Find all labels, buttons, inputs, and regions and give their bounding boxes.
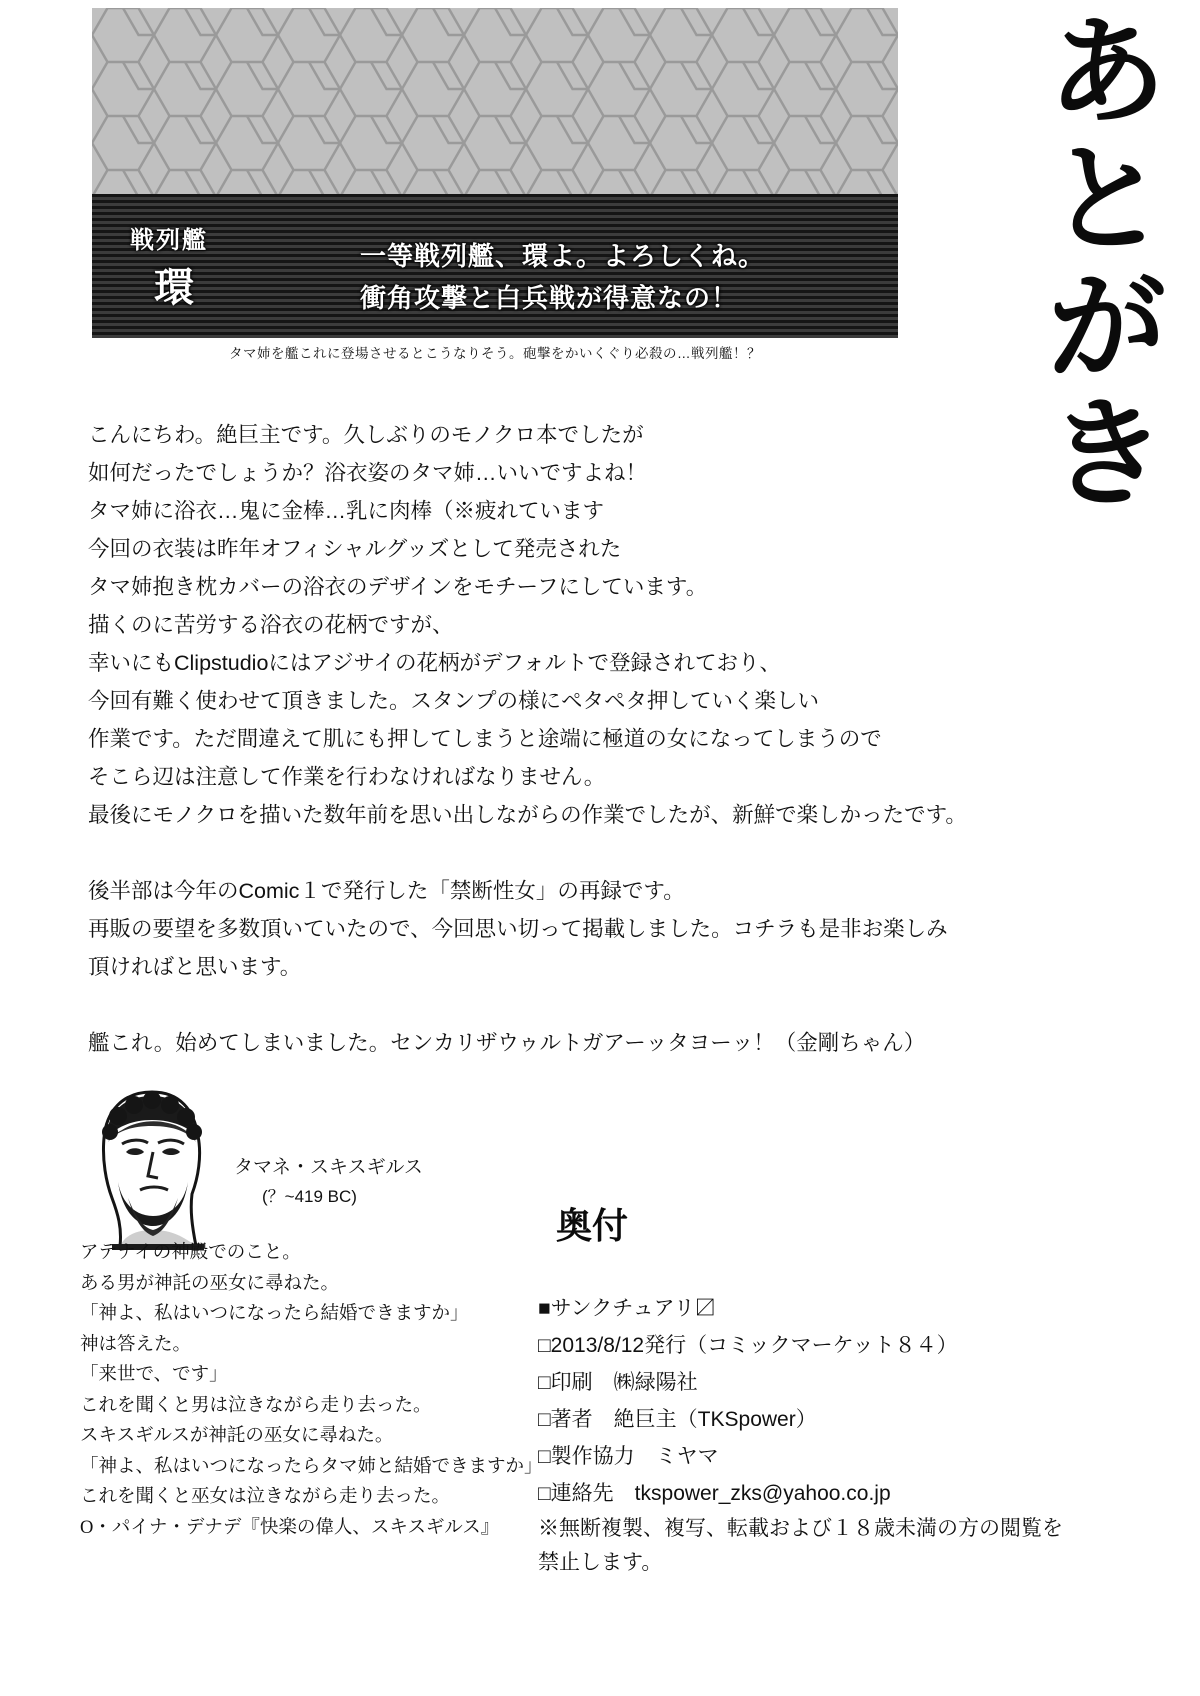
afterword-line: こんにちわ。絶巨主です。久しぶりのモノクロ本でしたが xyxy=(88,423,644,447)
story-line: ある男が神託の巫女に尋ねた。 xyxy=(80,1273,340,1294)
story-line: スキスギルスが神託の巫女に尋ねた。 xyxy=(80,1426,394,1446)
title-char-1: あ xyxy=(1047,7,1166,139)
title-char-3: が xyxy=(1047,261,1166,394)
title-char-4: き xyxy=(1047,389,1166,522)
colophon-line-circle: ■サンクチュアリ〼 xyxy=(538,1297,716,1320)
ship-name-label: 環 xyxy=(154,266,196,310)
afterword-line: 如何だったでしょうか？浴衣姿のタマ姉…いいですよね！ xyxy=(88,461,648,485)
colophon-line-contact: □連絡先 tkspower_zks@yahoo.co.jp xyxy=(538,1482,891,1505)
story-line: O・パイナ・デナデ『快楽の偉人、スキスギルス』 xyxy=(80,1517,500,1538)
afterword-line: 今回の衣装は昨年オフィシャルグッズとして発売された xyxy=(88,537,622,561)
story-line: 「神よ、私はいつになったら結婚できますか」 xyxy=(80,1304,469,1324)
colophon-line-author: □著者 絶巨主（TKSpower） xyxy=(538,1408,817,1431)
story-line: 「来世で、です」 xyxy=(80,1365,228,1385)
afterword-line: 作業です。ただ間違えて肌にも押してしまうと途端に極道の女になってしまうので xyxy=(88,727,882,751)
afterword-line: 再販の要望を多数頂いていたので、今回思い切って掲載しました。コチラも是非お楽しみ xyxy=(88,917,948,941)
afterword-line: 今回有難く使わせて頂きました。スタンプの様にペタペタ押していく楽しい xyxy=(88,689,820,713)
colophon-notice-line-1: ※無断複製、複写、転載および１８歳未満の方の閲覧を xyxy=(538,1517,1063,1540)
afterword-line: そこら辺は注意して作業を行わなければなりません。 xyxy=(88,765,606,789)
afterword-line: 頂ければと思います。 xyxy=(88,955,302,979)
ship-quote-line-1: 一等戦列艦、環よ。よろしくね。 xyxy=(360,241,766,271)
story-line: 神は答えた。 xyxy=(80,1334,192,1355)
afterword-body xyxy=(88,416,1118,1062)
ship-card xyxy=(92,8,898,338)
hexagon-grid-icon xyxy=(92,8,898,194)
paragraph-spacer xyxy=(88,834,1118,872)
story-line: アテナイの神殿でのこと。 xyxy=(80,1243,301,1263)
story-line: これを聞くと巫女は泣きながら走り去った。 xyxy=(80,1487,451,1507)
story-block xyxy=(80,1238,550,1543)
afterword-line: 艦これ。始めてしまいました。センカリザウゥルトガアーッタヨーッ！（金剛ちゃん） xyxy=(88,1031,926,1055)
ship-quote-line-2: 衝角攻撃と白兵戦が得意なの！ xyxy=(360,283,739,313)
afterword-line: タマ姉抱き枕カバーの浴衣のデザインをモチーフにしています。 xyxy=(88,575,708,599)
marble-bust-illustration xyxy=(78,1086,228,1256)
afterword-line: 描くのに苦労する浴衣の花柄ですが、 xyxy=(88,613,454,637)
colophon-line-date: □2013/8/12発行（コミックマーケット８４） xyxy=(538,1334,958,1357)
card-caption: タマ姉を艦これに登場させるとこうなりそう。砲撃をかいくぐり必殺の…戦列艦！？ xyxy=(229,346,761,361)
bust-dates-label: (？~419 BC) xyxy=(262,1187,357,1206)
afterword-line: 後半部は今年のComic１で発行した「禁断性女」の再録です。 xyxy=(88,879,685,903)
story-line: 「神よ、私はいつになったらタマ姉と結婚できますか」 xyxy=(80,1456,543,1477)
colophon-title: 奥付 xyxy=(556,1205,629,1246)
colophon-block xyxy=(538,1290,1118,1580)
afterword-line: タマ姉に浴衣…鬼に金棒…乳に肉棒（※疲れています xyxy=(88,499,605,523)
colophon-line-support: □製作協力 ミヤマ xyxy=(538,1445,719,1468)
title-char-2: と xyxy=(1047,134,1166,267)
bust-name-label: タマネ・スキスギルス xyxy=(234,1157,423,1178)
afterword-line: 最後にモノクロを描いた数年前を思い出しながらの作業でしたが、新鮮で楽しかったです。 xyxy=(88,803,967,827)
ship-type-label: 戦列艦 xyxy=(130,227,208,254)
afterword-line: 幸いにもClipstudioにはアジサイの花柄がデフォルトで登録されており、 xyxy=(88,651,781,675)
colophon-line-printer: □印刷 ㈱緑陽社 xyxy=(538,1371,698,1394)
paragraph-spacer xyxy=(88,986,1118,1024)
colophon-notice-line-2: 禁止します。 xyxy=(538,1551,663,1574)
story-line: これを聞くと男は泣きながら走り去った。 xyxy=(80,1395,432,1416)
hexagon-pattern-background xyxy=(92,8,898,194)
